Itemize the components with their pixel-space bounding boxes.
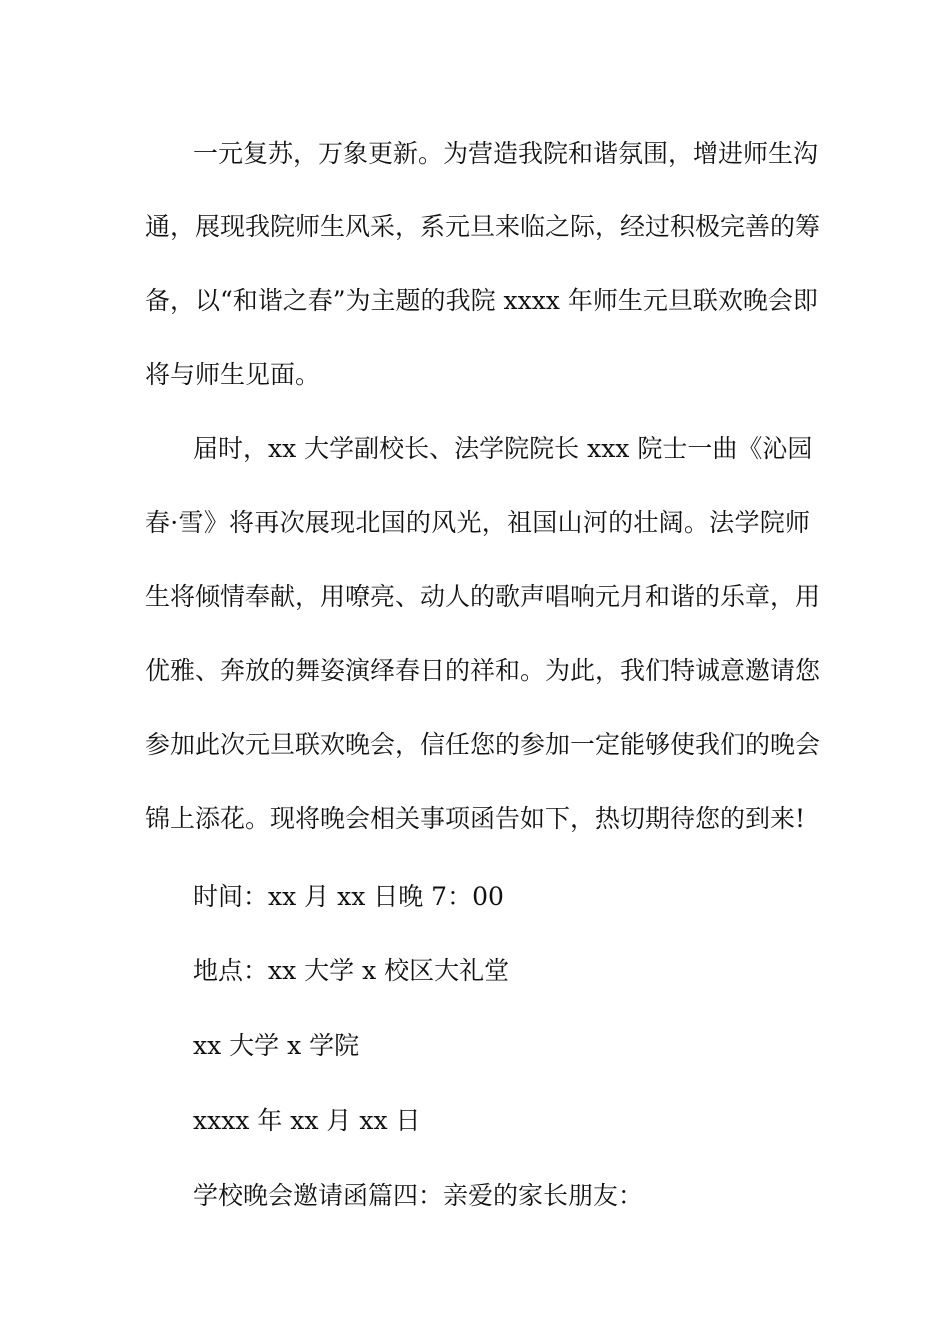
next-section-heading: 学校晚会邀请函篇四：亲爱的家长朋友： (193, 1181, 644, 1210)
paragraph-1-line-2: 通，展现我院师生风采，系元旦来临之际，经过积极完善的筹 (145, 212, 821, 241)
paragraph-2-line-1: 届时，xx 大学副校长、法学院院长 xxx 院士一曲《沁园 (193, 434, 813, 463)
paragraph-2-line-6: 锦上添花。现将晚会相关事项函告如下，热切期待您的到来! (145, 804, 806, 833)
signature-organization: xx 大学 x 学院 (193, 1031, 360, 1060)
paragraph-1-line-4: 将与师生见面。 (145, 360, 321, 389)
paragraph-2-line-2: 春·雪》将再次展现北国的风光，祖国山河的壮阔。法学院师 (145, 508, 810, 537)
paragraph-2-line-5: 参加此次元旦联欢晚会，信任您的参加一定能够使我们的晚会 (145, 730, 821, 759)
event-place: 地点：xx 大学 x 校区大礼堂 (193, 956, 510, 985)
paragraph-1-line-1: 一元复苏，万象更新。为营造我院和谐氛围，增进师生沟 (193, 139, 819, 168)
paragraph-2-line-3: 生将倾情奉献，用嘹亮、动人的歌声唱响元月和谐的乐章，用 (145, 582, 821, 611)
event-time: 时间：xx 月 xx 日晚 7：00 (193, 882, 504, 911)
paragraph-1-line-3: 备，以“和谐之春”为主题的我院 xxxx 年师生元旦联欢晚会即 (145, 286, 818, 315)
paragraph-2-line-4: 优雅、奔放的舞姿演绎春日的祥和。为此，我们特诚意邀请您 (145, 656, 821, 685)
signature-date: xxxx 年 xx 月 xx 日 (193, 1106, 421, 1135)
